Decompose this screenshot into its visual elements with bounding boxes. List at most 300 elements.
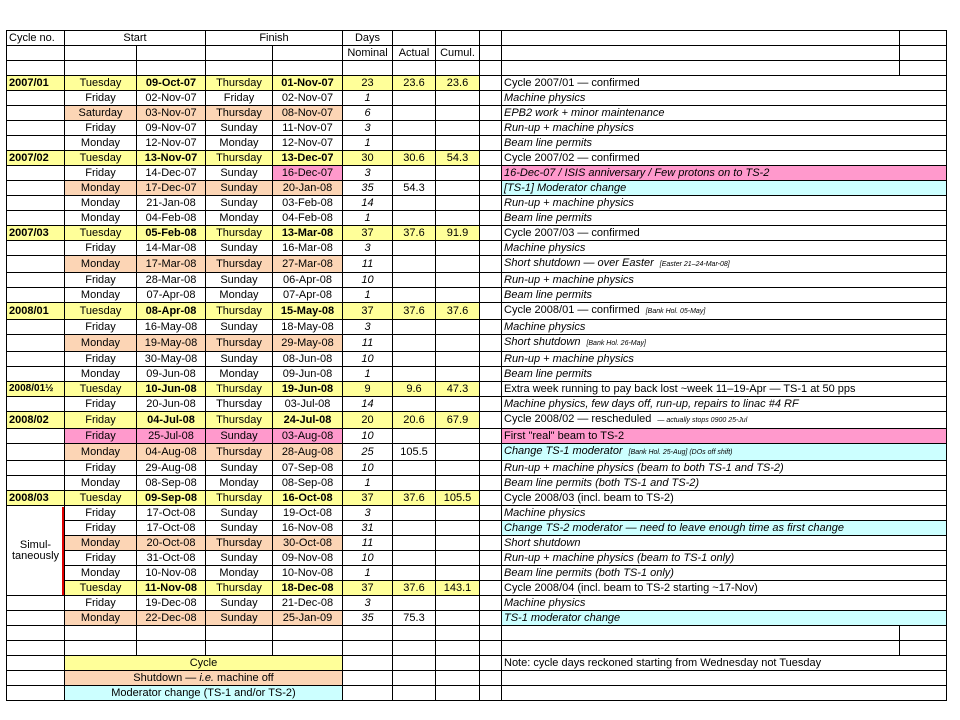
cycle-blank: [7, 91, 65, 106]
days-cumul: 37.6: [436, 303, 480, 320]
table-row: [7, 106, 947, 121]
start-day: Tuesday: [65, 76, 137, 91]
spacer-cell: [480, 76, 502, 91]
finish-day: Sunday: [206, 320, 273, 335]
description-text: Extra week running to pay back lost ~week 11–19-Apr — TS-1 at 50 pps: [504, 383, 856, 395]
days-actual: [393, 136, 436, 151]
table-row: [7, 273, 947, 288]
description: [502, 288, 947, 303]
finish-date: 16-Mar-08: [273, 241, 343, 256]
start-day: Friday: [65, 273, 137, 288]
days-nominal: 1: [343, 367, 393, 382]
cycle-row: [7, 491, 947, 506]
cycle-number: 2007/02: [7, 151, 65, 166]
finish-day: Thursday: [206, 335, 273, 352]
cycle-row: [7, 76, 947, 91]
description-text: Run-up + machine physics: [504, 197, 634, 209]
blank-row: [7, 626, 947, 641]
finish-date: 08-Nov-07: [273, 106, 343, 121]
days-nominal: 1: [343, 566, 393, 581]
days-actual: [393, 566, 436, 581]
description: [502, 596, 947, 611]
days-actual: [393, 288, 436, 303]
start-day: Tuesday: [65, 303, 137, 320]
days-nominal: 6: [343, 106, 393, 121]
spacer-cell: [480, 151, 502, 166]
spacer-cell: [480, 581, 502, 596]
spacer-cell: [480, 241, 502, 256]
start-day: Monday: [65, 256, 137, 273]
cycle-blank: [7, 166, 65, 181]
description: [502, 444, 947, 461]
header-cumul: Cumul.: [436, 46, 480, 61]
days-nominal: 3: [343, 320, 393, 335]
finish-day: Thursday: [206, 397, 273, 412]
header-days: Days: [343, 31, 393, 46]
start-day: Monday: [65, 444, 137, 461]
start-date: 02-Nov-07: [137, 91, 206, 106]
finish-date: 06-Apr-08: [273, 273, 343, 288]
table-row: [7, 397, 947, 412]
description: [502, 352, 947, 367]
finish-day: Monday: [206, 566, 273, 581]
days-nominal: 14: [343, 397, 393, 412]
legend-note: Note: cycle days reckoned starting from Wednesday not Tuesday: [502, 656, 947, 671]
days-cumul: [436, 367, 480, 382]
description-text: Machine physics: [504, 242, 586, 254]
description-text: Short shutdown: [504, 537, 581, 549]
spacer-cell: [480, 491, 502, 506]
cycle-row: [7, 226, 947, 241]
description-text: Cycle 2008/01 — confirmed: [504, 304, 640, 316]
start-day: Monday: [65, 367, 137, 382]
days-nominal: 37: [343, 491, 393, 506]
spacer-cell: [480, 367, 502, 382]
header-row: [7, 31, 947, 46]
finish-date: 19-Oct-08: [273, 506, 343, 521]
finish-day: Sunday: [206, 196, 273, 211]
description-text: TS-1 moderator change: [504, 612, 621, 624]
description-text: EPB2 work + minor maintenance: [504, 107, 665, 119]
start-date: 17-Mar-08: [137, 256, 206, 273]
description-text: 16-Dec-07 / ISIS anniversary / Few protons on to TS-2: [504, 167, 770, 179]
days-actual: 30.6: [393, 151, 436, 166]
days-cumul: [436, 566, 480, 581]
days-cumul: [436, 121, 480, 136]
days-actual: [393, 91, 436, 106]
start-day: Tuesday: [65, 581, 137, 596]
cycle-blank: [7, 367, 65, 382]
spacer-cell: [480, 521, 502, 536]
days-nominal: 35: [343, 611, 393, 626]
days-nominal: 11: [343, 256, 393, 273]
start-day: Monday: [65, 196, 137, 211]
days-cumul: 54.3: [436, 151, 480, 166]
spacer-cell: [480, 352, 502, 367]
start-date: 10-Jun-08: [137, 382, 206, 397]
start-date: 19-May-08: [137, 335, 206, 352]
cycle-blank: [7, 256, 65, 273]
finish-date: 01-Nov-07: [273, 76, 343, 91]
days-actual: [393, 106, 436, 121]
days-actual: [393, 506, 436, 521]
start-day: Monday: [65, 536, 137, 551]
finish-day: Sunday: [206, 611, 273, 626]
finish-date: 18-May-08: [273, 320, 343, 335]
days-cumul: [436, 211, 480, 226]
finish-date: 07-Apr-08: [273, 288, 343, 303]
spacer-cell: [480, 596, 502, 611]
days-nominal: 35: [343, 181, 393, 196]
description-text: Machine physics: [504, 92, 586, 104]
spacer-cell: [480, 397, 502, 412]
finish-day: Sunday: [206, 241, 273, 256]
description: [502, 136, 947, 151]
description-text: Beam line permits (both TS-1 only): [504, 567, 674, 579]
cycle-blank: [7, 241, 65, 256]
start-date: 09-Jun-08: [137, 367, 206, 382]
days-actual: [393, 335, 436, 352]
days-nominal: 3: [343, 506, 393, 521]
header-finish: Finish: [206, 31, 343, 46]
days-nominal: 3: [343, 166, 393, 181]
days-nominal: 10: [343, 273, 393, 288]
description: [502, 461, 947, 476]
description-text: Beam line permits: [504, 212, 593, 224]
finish-day: Sunday: [206, 506, 273, 521]
finish-day: Sunday: [206, 461, 273, 476]
start-day: Tuesday: [65, 226, 137, 241]
finish-day: Thursday: [206, 106, 273, 121]
start-day: Tuesday: [65, 382, 137, 397]
description: [502, 226, 947, 241]
description: [502, 335, 947, 352]
table-row: [7, 181, 947, 196]
finish-date: 10-Nov-08: [273, 566, 343, 581]
description: [502, 303, 947, 320]
spacer-cell: [480, 382, 502, 397]
days-nominal: 1: [343, 211, 393, 226]
finish-day: Thursday: [206, 256, 273, 273]
description-text: First "real" beam to TS-2: [504, 430, 625, 442]
finish-day: Thursday: [206, 226, 273, 241]
start-date: 09-Sep-08: [137, 491, 206, 506]
cycle-row: [7, 581, 947, 596]
finish-date: 13-Dec-07: [273, 151, 343, 166]
start-day: Monday: [65, 288, 137, 303]
start-day: Monday: [65, 211, 137, 226]
description-text: [TS-1] Moderator change: [504, 182, 627, 194]
start-date: 07-Apr-08: [137, 288, 206, 303]
cycle-blank: [7, 181, 65, 196]
finish-date: 02-Nov-07: [273, 91, 343, 106]
blank-row: [7, 61, 947, 76]
days-cumul: 23.6: [436, 76, 480, 91]
days-nominal: 3: [343, 121, 393, 136]
days-nominal: 37: [343, 226, 393, 241]
days-actual: [393, 196, 436, 211]
finish-day: Monday: [206, 136, 273, 151]
days-cumul: [436, 241, 480, 256]
start-date: 20-Jun-08: [137, 397, 206, 412]
spacer-cell: [480, 412, 502, 429]
days-actual: [393, 536, 436, 551]
start-date: 22-Dec-08: [137, 611, 206, 626]
finish-day: Friday: [206, 91, 273, 106]
cycle-blank: [7, 196, 65, 211]
blank-row: [7, 641, 947, 656]
days-actual: 37.6: [393, 581, 436, 596]
table-row: [7, 211, 947, 226]
days-cumul: [436, 196, 480, 211]
start-date: 16-May-08: [137, 320, 206, 335]
description: [502, 91, 947, 106]
legend-row: [7, 671, 947, 686]
days-cumul: [436, 352, 480, 367]
finish-day: Thursday: [206, 382, 273, 397]
finish-day: Monday: [206, 211, 273, 226]
start-day: Monday: [65, 611, 137, 626]
cycle-blank: [7, 476, 65, 491]
days-cumul: 67.9: [436, 412, 480, 429]
days-cumul: [436, 596, 480, 611]
days-cumul: [436, 536, 480, 551]
start-date: 17-Oct-08: [137, 521, 206, 536]
start-day: Friday: [65, 241, 137, 256]
cycle-blank: [7, 429, 65, 444]
days-actual: [393, 352, 436, 367]
finish-date: 18-Dec-08: [273, 581, 343, 596]
description-text: Run-up + machine physics (beam to both TS-1 and TS-2): [504, 462, 784, 474]
start-day: Monday: [65, 566, 137, 581]
finish-day: Thursday: [206, 303, 273, 320]
description: [502, 367, 947, 382]
days-cumul: [436, 320, 480, 335]
finish-date: 24-Jul-08: [273, 412, 343, 429]
cycle-number: 2007/03: [7, 226, 65, 241]
description-text: Short shutdown: [504, 336, 581, 348]
start-day: Friday: [65, 320, 137, 335]
days-actual: 37.6: [393, 226, 436, 241]
description-note: — actually stops 0900 25-Jul: [657, 417, 748, 424]
description-note: [Bank Hol. 25-Aug] (DOs off shift): [628, 449, 733, 456]
days-actual: 105.5: [393, 444, 436, 461]
start-day: Friday: [65, 551, 137, 566]
days-cumul: [436, 166, 480, 181]
start-date: 11-Nov-08: [137, 581, 206, 596]
description: [502, 382, 947, 397]
days-cumul: [436, 461, 480, 476]
description: [502, 320, 947, 335]
finish-date: 16-Dec-07: [273, 166, 343, 181]
days-actual: [393, 256, 436, 273]
description: [502, 273, 947, 288]
description: [502, 551, 947, 566]
days-nominal: 14: [343, 196, 393, 211]
start-day: Friday: [65, 121, 137, 136]
start-day: Friday: [65, 91, 137, 106]
days-actual: [393, 166, 436, 181]
header-actual: Actual: [393, 46, 436, 61]
cycle-blank: [7, 136, 65, 151]
start-date: 10-Nov-08: [137, 566, 206, 581]
cycle-row: [7, 303, 947, 320]
cycle-blank: [7, 397, 65, 412]
spacer-cell: [480, 106, 502, 121]
spacer-cell: [480, 288, 502, 303]
spacer-cell: [480, 196, 502, 211]
start-date: 17-Dec-07: [137, 181, 206, 196]
spacer-cell: [480, 211, 502, 226]
table-row: [7, 288, 947, 303]
description: [502, 397, 947, 412]
days-cumul: 143.1: [436, 581, 480, 596]
days-nominal: 3: [343, 596, 393, 611]
start-day: Friday: [65, 166, 137, 181]
description: [502, 611, 947, 626]
legend-cycle: Cycle: [65, 656, 343, 671]
description: [502, 241, 947, 256]
days-actual: [393, 121, 436, 136]
description: [502, 211, 947, 226]
description-text: Run-up + machine physics: [504, 274, 634, 286]
start-date: 29-Aug-08: [137, 461, 206, 476]
start-date: 14-Mar-08: [137, 241, 206, 256]
days-nominal: 11: [343, 335, 393, 352]
start-date: 28-Mar-08: [137, 273, 206, 288]
table-row: [7, 256, 947, 273]
start-day: Tuesday: [65, 491, 137, 506]
finish-day: Sunday: [206, 429, 273, 444]
finish-date: 09-Jun-08: [273, 367, 343, 382]
days-nominal: 1: [343, 91, 393, 106]
table-row: [7, 241, 947, 256]
description: [502, 412, 947, 429]
table-row: [7, 367, 947, 382]
finish-day: Sunday: [206, 521, 273, 536]
days-actual: [393, 397, 436, 412]
table-row: [7, 551, 947, 566]
finish-day: Sunday: [206, 352, 273, 367]
days-actual: [393, 273, 436, 288]
table-row: [7, 352, 947, 367]
days-nominal: 1: [343, 136, 393, 151]
start-day: Friday: [65, 596, 137, 611]
days-cumul: [436, 181, 480, 196]
finish-date: 15-May-08: [273, 303, 343, 320]
description: [502, 429, 947, 444]
table-row: [7, 335, 947, 352]
description-text: Cycle 2008/03 (incl. beam to TS-2): [504, 492, 674, 504]
cycle-blank: [7, 611, 65, 626]
days-actual: [393, 461, 436, 476]
cycle-number: 2007/01: [7, 76, 65, 91]
description: [502, 106, 947, 121]
days-actual: 9.6: [393, 382, 436, 397]
start-date: 30-May-08: [137, 352, 206, 367]
finish-date: 21-Dec-08: [273, 596, 343, 611]
table-row: [7, 136, 947, 151]
description-text: Machine physics: [504, 597, 586, 609]
spacer-cell: [480, 166, 502, 181]
start-day: Monday: [65, 335, 137, 352]
start-date: 25-Jul-08: [137, 429, 206, 444]
spacer-cell: [480, 91, 502, 106]
table-row: [7, 566, 947, 581]
description: [502, 166, 947, 181]
cycle-blank: [7, 352, 65, 367]
description-text: Beam line permits: [504, 289, 593, 301]
spacer-cell: [480, 611, 502, 626]
days-cumul: [436, 506, 480, 521]
finish-day: Thursday: [206, 412, 273, 429]
table-row: [7, 611, 947, 626]
days-actual: [393, 367, 436, 382]
days-cumul: [436, 444, 480, 461]
start-day: Friday: [65, 521, 137, 536]
start-date: 04-Jul-08: [137, 412, 206, 429]
description-text: Beam line permits: [504, 137, 593, 149]
description-text: Run-up + machine physics: [504, 122, 634, 134]
description: [502, 581, 947, 596]
cycle-blank: [7, 211, 65, 226]
legend-moderator: Moderator change (TS-1 and/or TS-2): [65, 686, 343, 701]
table-row: [7, 91, 947, 106]
days-nominal: 30: [343, 151, 393, 166]
description-note: [Easter 21–24-Mar-08]: [659, 261, 730, 268]
description: [502, 76, 947, 91]
header-start: Start: [65, 31, 206, 46]
days-nominal: 31: [343, 521, 393, 536]
finish-day: Sunday: [206, 121, 273, 136]
finish-date: 07-Sep-08: [273, 461, 343, 476]
days-cumul: 47.3: [436, 382, 480, 397]
spacer-cell: [480, 303, 502, 320]
description: [502, 256, 947, 273]
start-day: Friday: [65, 397, 137, 412]
description-note: [Bank Hol. 26-May]: [586, 340, 646, 347]
days-cumul: [436, 397, 480, 412]
description-note: [Bank Hol. 05-May]: [645, 308, 706, 315]
days-nominal: 1: [343, 476, 393, 491]
days-cumul: [436, 91, 480, 106]
spacer-cell: [480, 506, 502, 521]
finish-day: Thursday: [206, 151, 273, 166]
finish-date: 13-Mar-08: [273, 226, 343, 241]
finish-date: 04-Feb-08: [273, 211, 343, 226]
description-text: Beam line permits: [504, 368, 593, 380]
start-date: 04-Aug-08: [137, 444, 206, 461]
start-day: Friday: [65, 352, 137, 367]
days-actual: [393, 429, 436, 444]
days-actual: [393, 241, 436, 256]
spacer-cell: [480, 256, 502, 273]
description-text: Cycle 2008/02 — rescheduled: [504, 413, 652, 425]
finish-day: Sunday: [206, 181, 273, 196]
days-cumul: [436, 288, 480, 303]
table-row: [7, 429, 947, 444]
finish-date: 03-Aug-08: [273, 429, 343, 444]
days-cumul: [436, 256, 480, 273]
description: [502, 536, 947, 551]
start-date: 08-Apr-08: [137, 303, 206, 320]
description: [502, 521, 947, 536]
cycle-number: 2008/01½: [7, 382, 65, 397]
spacer-cell: [480, 536, 502, 551]
days-nominal: 11: [343, 536, 393, 551]
start-date: 17-Oct-08: [137, 506, 206, 521]
start-date: 09-Oct-07: [137, 76, 206, 91]
